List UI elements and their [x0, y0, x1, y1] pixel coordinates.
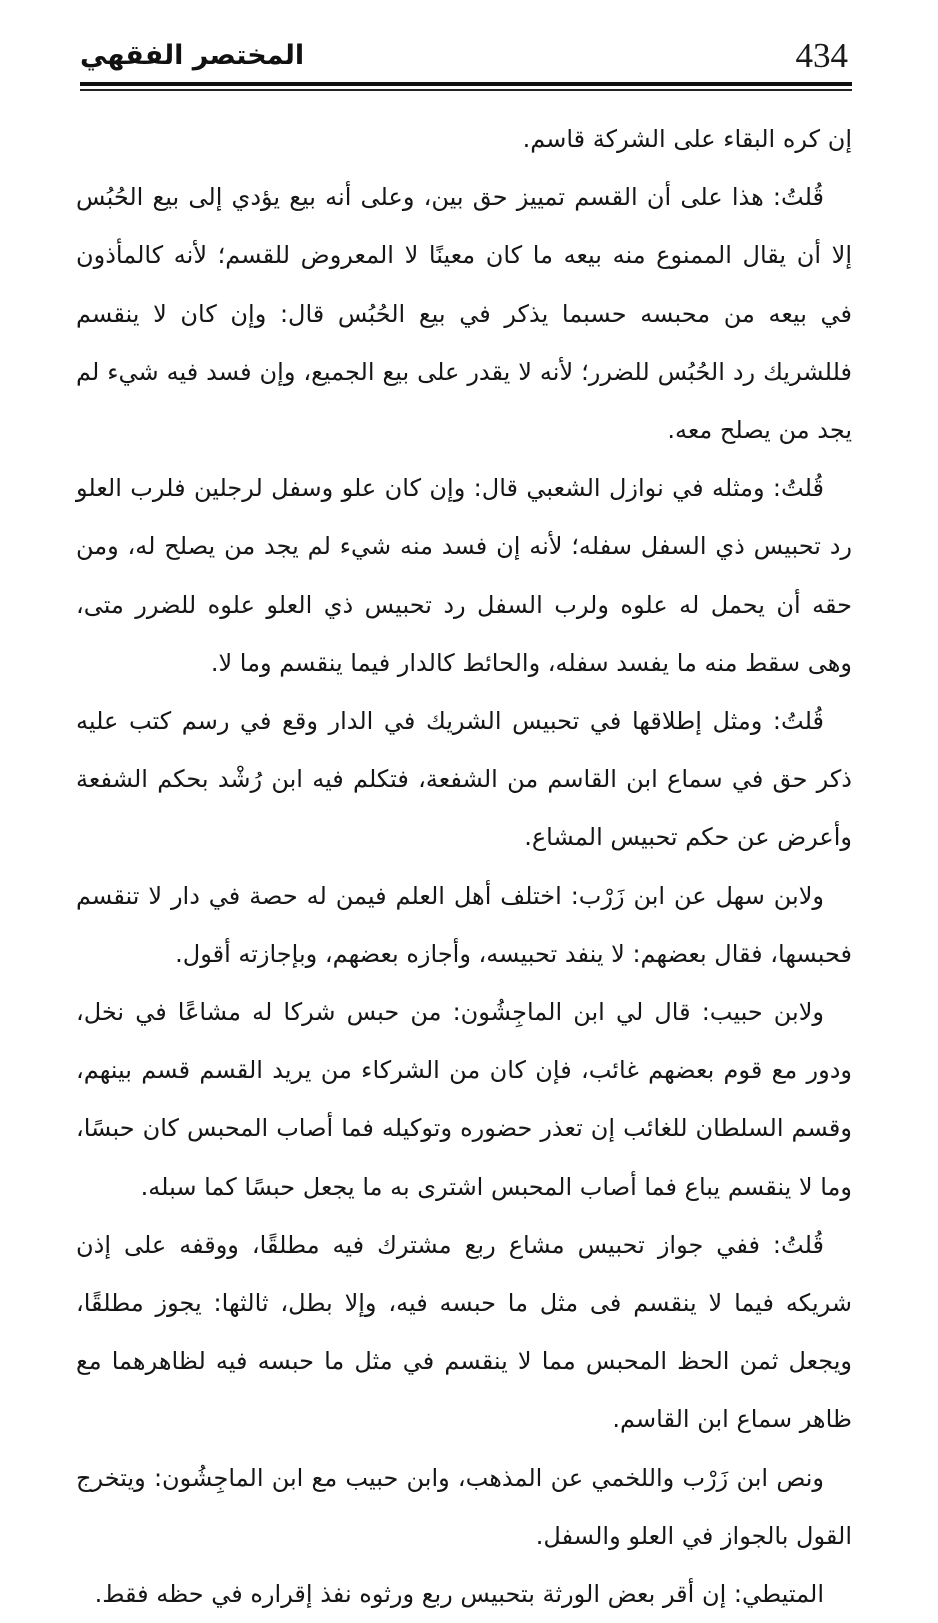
running-title: المختصر الفقهي [80, 40, 305, 71]
paragraph: ولابن حبيب: قال لي ابن الماجِشُون: من حبس شركا له مشاعًا في نخل، ودور مع قوم بعضهم غائب، فإن كان من الشركاء من يريد القسم قسم بينهم، وقسم السلطان للغائب إن تعذر حضوره وتوكيله فما أصاب المحبس كان حبسًا، وما لا ينقسم يباع فما أصاب المحبس اشترى به ما يجعل حبسًا كما سبله. [76, 998, 852, 1201]
paragraph: ولابن سهل عن ابن زَرْب: اختلف أهل العلم فيمن له حصة في دار لا تنقسم فحبسها، فقال بعضهم: لا ينفد تحبيسه، وأجازه بعضهم، وبإجازته أقول. [76, 881, 852, 968]
paragraph: قُلتُ: ومثل إطلاقها في تحبيس الشريك في الدار وقع في رسم كتب عليه ذكر حق في سماع ابن القاسم من الشفعة، فتكلم فيه ابن رُشْد بحكم الشفعة وأعرض عن حكم تحبيس المشاع. [76, 707, 852, 852]
header-rule-thin [80, 89, 852, 91]
paragraph: قُلتُ: هذا على أن القسم تمييز حق بين، وعلى أنه بيع يؤدي إلى بيع الحُبُس إلا أن يقال الممنوع منه بيعه ما كان معينًا لا المعروض للقسم؛ لأنه كالمأذون في بيعه من محبسه حسبما يذكر في بيع الحُبُس قال: وإن كان لا ينقسم فللشريك رد الحُبُس للضرر؛ لأنه لا يقدر على بيع الجميع، وإن فسد فيه شيء لم يجد من يصلح معه. [76, 183, 852, 445]
body-text [76, 110, 852, 1623]
paragraph: ونص ابن زَرْب واللخمي عن المذهب، وابن حبيب مع ابن الماجِشُون: ويتخرج القول بالجواز في العلو والسفل. [76, 1463, 852, 1550]
paragraph: قُلتُ: ومثله في نوازل الشعبي قال: وإن كان علو وسفل لرجلين فلرب العلو رد تحبيس ذي السفل سفله؛ لأنه إن فسد منه شيء لم يجد من يصلح له، ومن حقه أن يحمل له علوه ولرب السفل رد تحبيس ذي العلو علوه للضرر متى، وهى سقط منه ما يفسد سفله، والحائط كالدار فيما ينقسم وما لا. [76, 474, 852, 677]
page-header [80, 30, 852, 80]
paragraph: إن كره البقاء على الشركة قاسم. [522, 125, 852, 153]
paragraph: قُلتُ: ففي جواز تحبيس مشاع ربع مشترك فيه مطلقًا، ووقفه على إذن شريكه فيما لا ينقسم فى مثل ما حبسه فيه، وإلا بطل، ثالثها: يجوز مطلقًا، ويجعل ثمن الحظ المحبس مما لا ينقسم في مثل ما حبسه فيه لظاهرهما مع ظاهر سماع ابن القاسم. [76, 1230, 852, 1434]
header-rule-thick [80, 82, 852, 86]
paragraph: المتيطي: إن أقر بعض الورثة بتحبيس ربع ورثوه نفذ إقراره في حظه فقط. [94, 1580, 824, 1609]
page-number: 434 [795, 36, 848, 75]
